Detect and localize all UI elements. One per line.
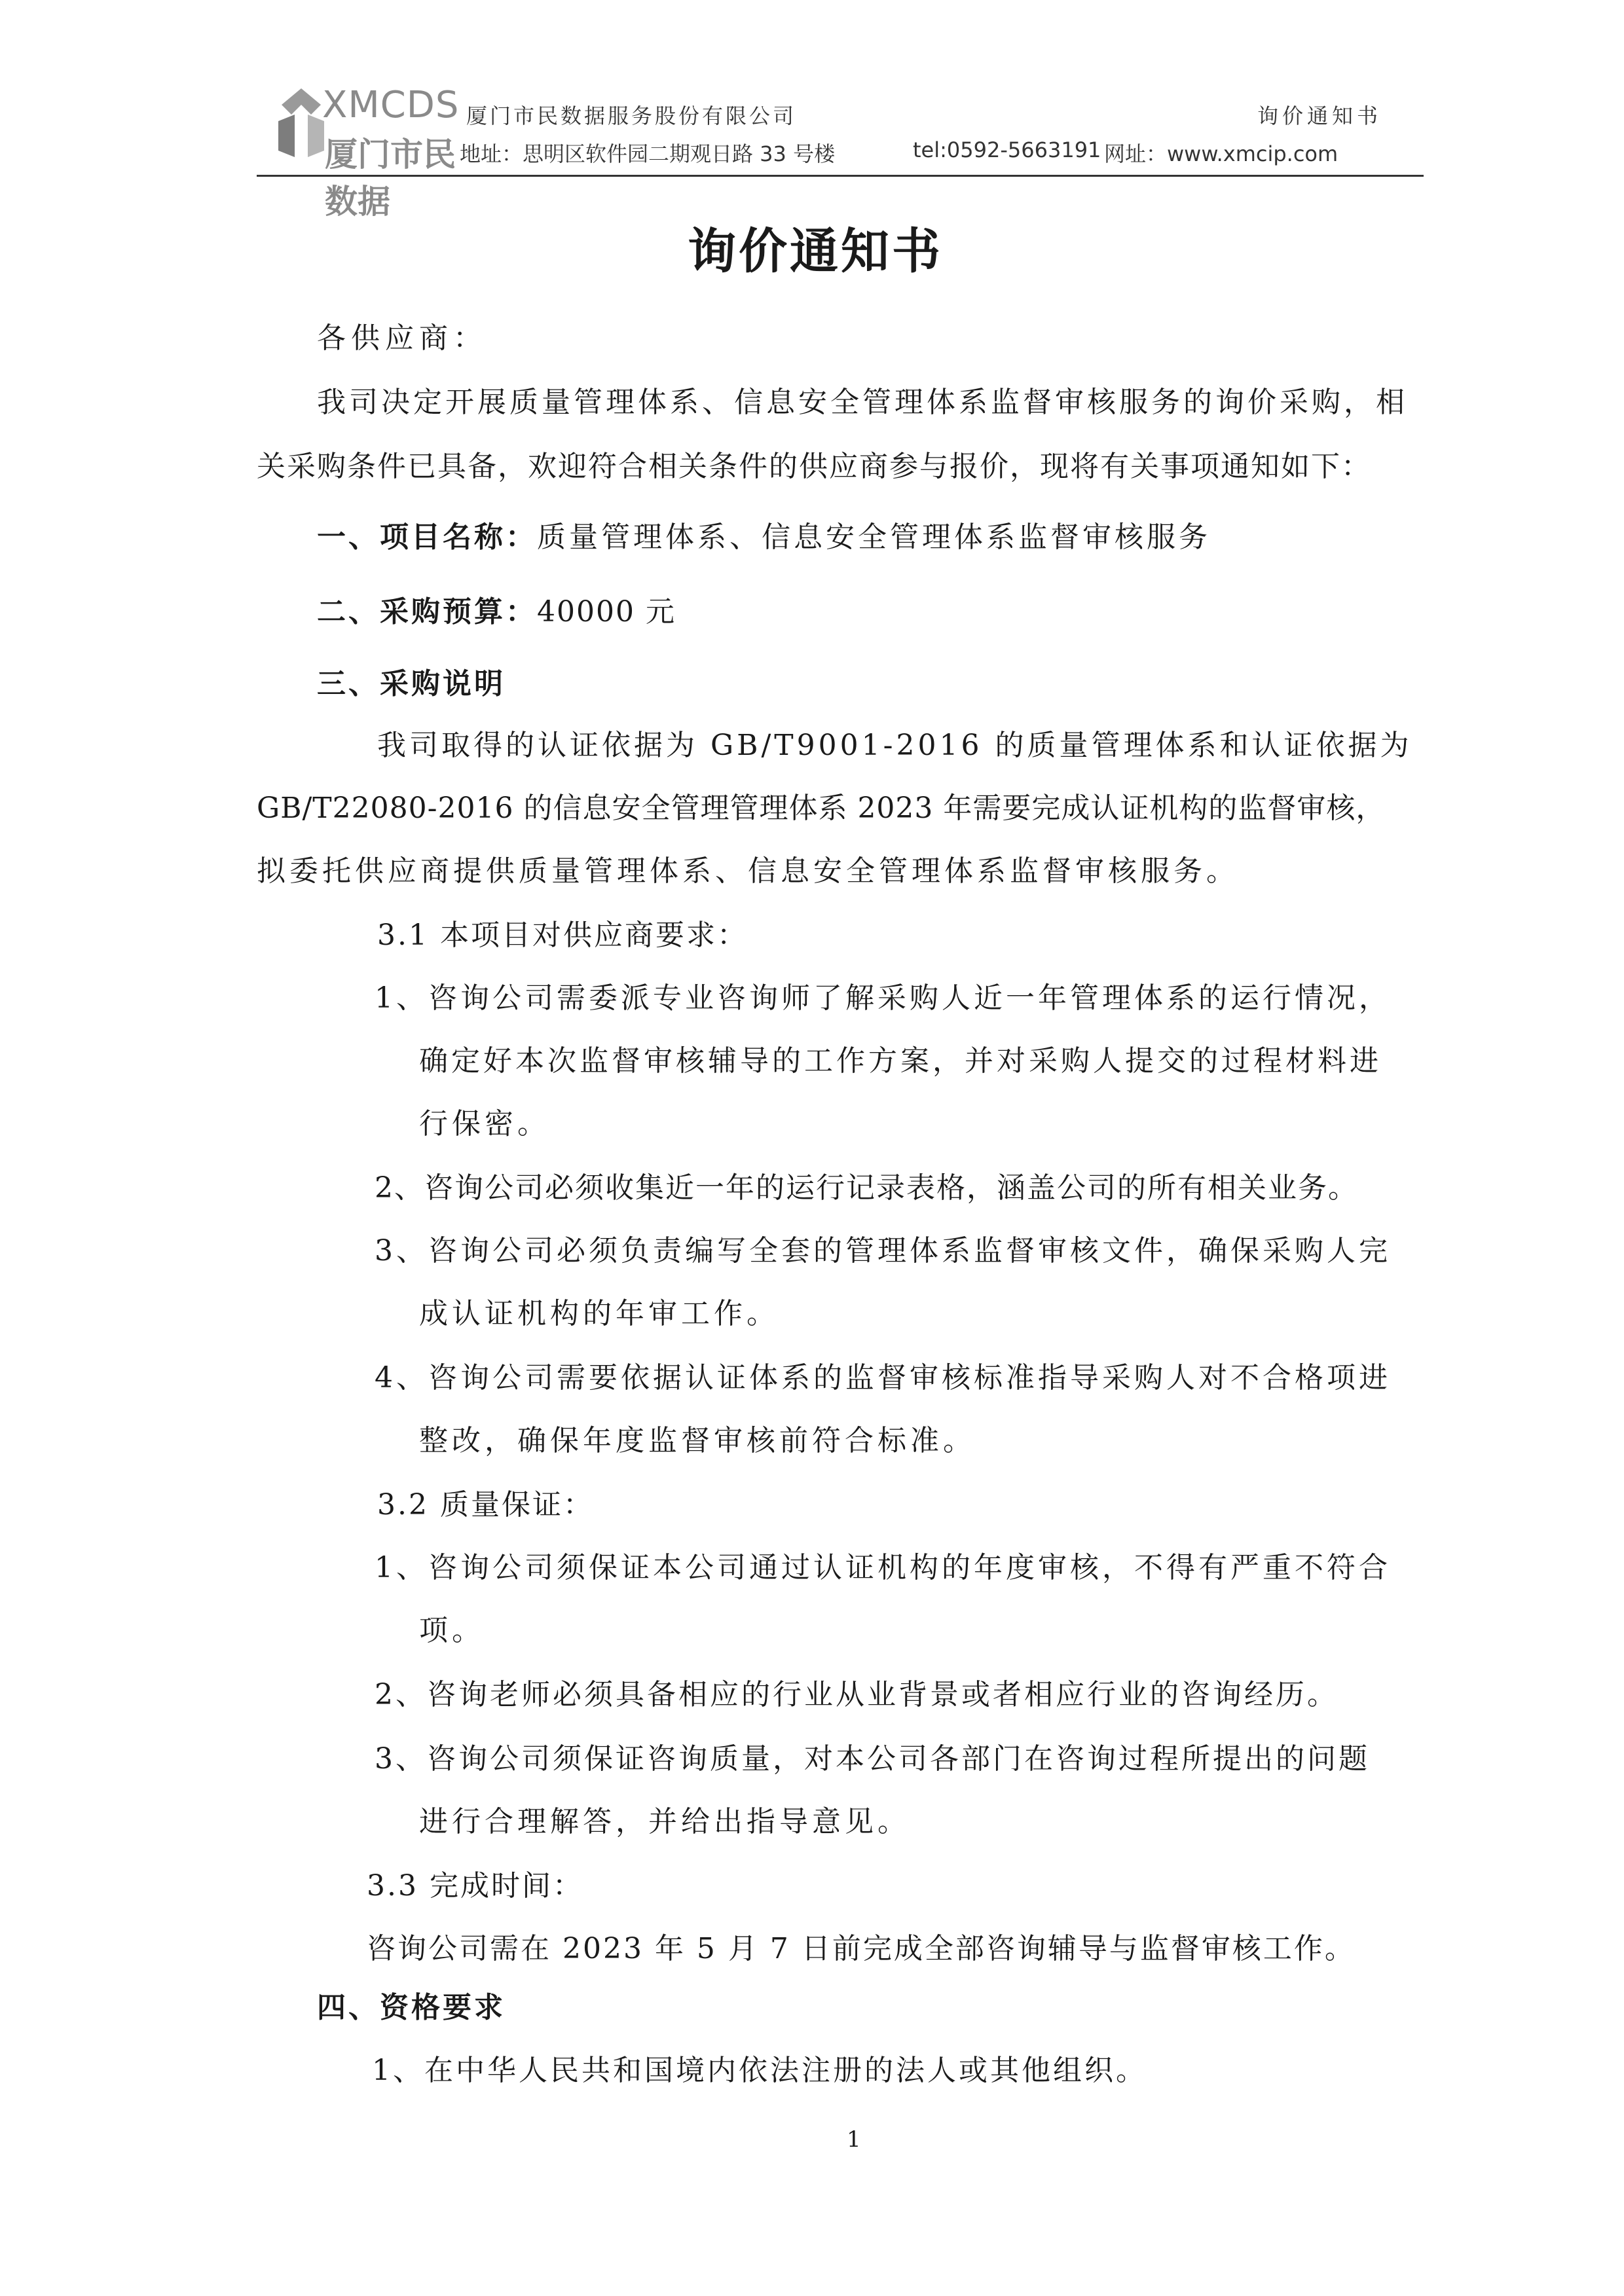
- section-3-desc-2: GB/T22080-2016 的信息安全管理管理体系 2023 年需要完成认证机构的监督审核，: [257, 792, 1386, 825]
- salutation: 各供应商：: [317, 321, 487, 355]
- section-project-name: [317, 513, 1211, 555]
- sub-3-2-item-2: 2、咨询老师必须具备相应的行业从业背景或者相应行业的咨询经历。: [375, 1678, 1338, 1711]
- section-1-label: 一、项目名称：: [317, 520, 537, 554]
- section-2-label: 二、采购预算：: [317, 595, 537, 629]
- section-budget: [317, 588, 676, 630]
- sub-3-2-item-1-line-1: 1、咨询公司须保证本公司通过认证机构的年度审核，不得有严重不符合: [375, 1551, 1391, 1584]
- section-3-heading: 三、采购说明: [317, 667, 506, 701]
- intro-line-1: 我司决定开展质量管理体系、信息安全管理体系监督审核服务的询价采购，相: [317, 386, 1408, 419]
- header-divider: [257, 175, 1424, 177]
- company-address: 地址：思明区软件园二期观日路 33 号楼: [460, 141, 836, 166]
- section-4-heading: 四、资格要求: [317, 1991, 506, 2024]
- sub-3-1-item-3-line-1: 3、咨询公司必须负责编写全套的管理体系监督审核文件，确保采购人完: [375, 1234, 1391, 1267]
- sub-3-1-item-2: 2、咨询公司必须收集近一年的运行记录表格，涵盖公司的所有相关业务。: [375, 1171, 1358, 1205]
- sub-3-1-item-4-line-1: 4、咨询公司需要依据认证体系的监督审核标准指导采购人对不合格项进: [375, 1361, 1391, 1394]
- sub-3-2-item-3-line-1: 3、咨询公司须保证咨询质量，对本公司各部门在咨询过程所提出的问题: [375, 1742, 1370, 1776]
- company-website: 网址：www.xmcip.com: [1104, 141, 1338, 166]
- intro-line-2: 关采购条件已具备，欢迎符合相关条件的供应商参与报价，现将有关事项通知如下：: [257, 450, 1371, 483]
- sub-3-3-text: 咨询公司需在 2023 年 5 月 7 日前完成全部咨询辅导与监督审核工作。: [367, 1932, 1356, 1965]
- logo-wordmark-cn: 厦门市民数据: [325, 136, 456, 221]
- section-2-value: 40000 元: [537, 595, 676, 629]
- section-3-desc-3: 拟委托供应商提供质量管理体系、信息安全管理体系监督审核服务。: [257, 854, 1239, 888]
- sub-3-1-item-1-line-2: 确定好本次监督审核辅导的工作方案，并对采购人提交的过程材料进: [419, 1044, 1382, 1078]
- company-logo: [268, 79, 460, 221]
- company-tel: tel:0592-5663191: [913, 137, 1101, 162]
- doc-label: 询价通知书: [1257, 103, 1382, 128]
- page-title: 询价通知书: [688, 223, 943, 280]
- company-name: 厦门市民数据服务股份有限公司: [466, 103, 797, 128]
- sub-3-2-item-1-line-2: 项。: [419, 1614, 485, 1647]
- sub-3-1-item-1-line-3: 行保密。: [419, 1107, 550, 1140]
- logo-wordmark-en: XMCDS: [322, 84, 460, 126]
- sub-3-1-item-4-line-2: 整改，确保年度监督审核前符合标准。: [419, 1424, 976, 1457]
- sub-3-1-item-1-line-1: 1、咨询公司需委派专业咨询师了解采购人近一年管理体系的运行情况，: [375, 981, 1391, 1015]
- sub-3-1-title: 3.1 本项目对供应商要求：: [377, 919, 748, 952]
- sub-3-3-title: 3.3 完成时间：: [367, 1869, 583, 1903]
- page-number: 1: [847, 2126, 861, 2153]
- section-4-item-1: 1、在中华人民共和国境内依法注册的法人或其他组织。: [372, 2054, 1147, 2087]
- sub-3-2-title: 3.2 质量保证：: [377, 1488, 594, 1522]
- section-3-desc-1: 我司取得的认证依据为 GB/T9001-2016 的质量管理体系和认证依据为: [377, 729, 1412, 762]
- section-1-value: 质量管理体系、信息安全管理体系监督审核服务: [537, 520, 1211, 554]
- sub-3-1-item-3-line-2: 成认证机构的年审工作。: [419, 1297, 779, 1330]
- sub-3-2-item-3-line-2: 进行合理解答，并给出指导意见。: [419, 1805, 910, 1838]
